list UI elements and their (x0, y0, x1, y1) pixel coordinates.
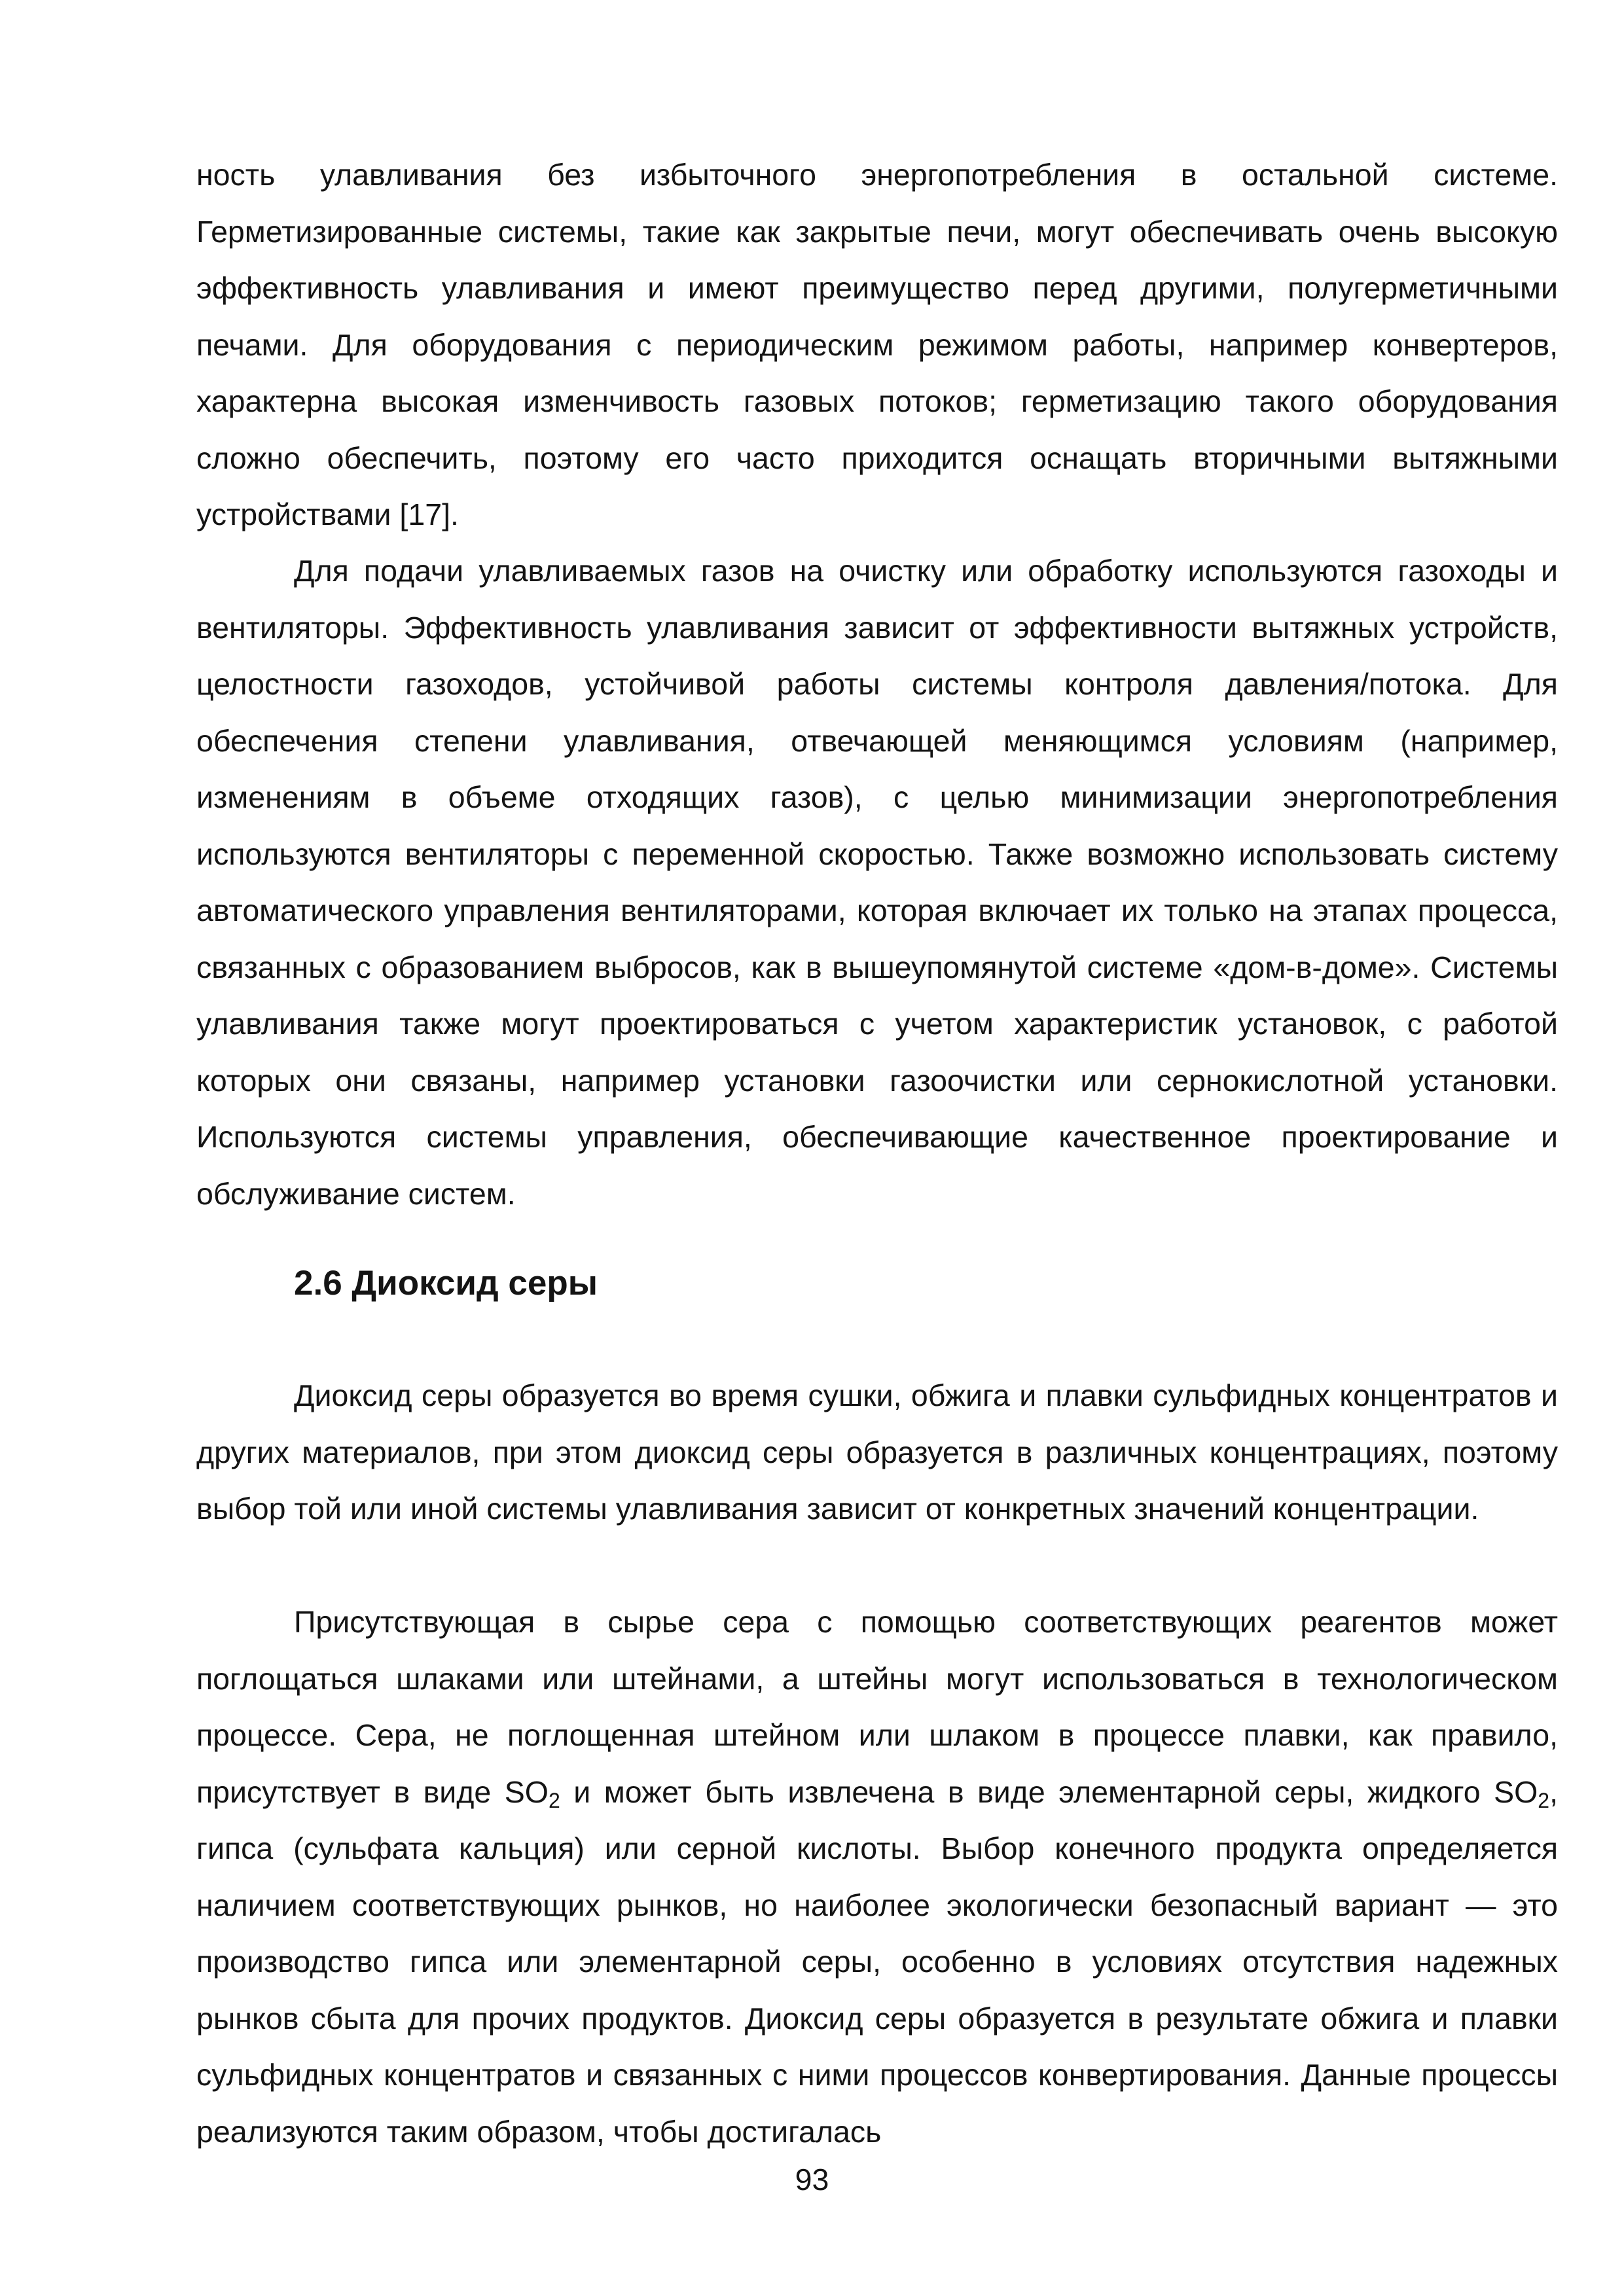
section-heading: 2.6 Диоксид серы (294, 1264, 598, 1302)
body-paragraph-continuation: ность улавливания без избыточного энергопотребления в остальной системе. Герметизированные системы, такие как закрытые печи, могут обеспечивать очень высокую эффективность улавливания и имеют преимущество перед другими, полугерметичными печами. Для оборудования с периодическим режимом работы, например конвертеров, характерна высокая изменчивость газовых потоков; герметизацию такого оборудования сложно обеспечить, поэтому его часто приходится оснащать вторичными вытяжными устройствами [17]. (196, 158, 1558, 531)
section-paragraph-intro: Диоксид серы образуется во время сушки, обжига и плавки сульфидных концентратов и других материалов, при этом диоксид серы образуется в различных концентрациях, поэтому выбор той или иной системы улавливания зависит от конкретных значений концентрации. (196, 1378, 1558, 1526)
subscript-two: 2 (548, 1788, 560, 1812)
paragraph-text-part: Присутствующая в сырье сера с помощью соответствующих реагентов может поглощаться шлаками или штейнами, а штейны могут использоваться в технологическом процессе. Сера, не поглощенная штейном или шлаком в процессе плавки, как правило, присутствует в виде SO (196, 1605, 1558, 1809)
subscript-two: 2 (1538, 1788, 1550, 1812)
page-number: 93 (795, 2162, 829, 2197)
paragraph-text-part: , гипса (сульфата кальция) или серной кислоты. Выбор конечного продукта определяется наличием соответствующих рынков, но наиболее экологически безопасный вариант — это производство гипса или элементарной серы, особенно в условиях отсутствия надежных рынков сбыта для прочих продуктов. Диоксид серы образуется в результате обжига и плавки сульфидных концентратов и связанных с ними процессов конвертирования. Данные процессы реализуются таким образом, чтобы достигалась (196, 1774, 1558, 2149)
paragraph-text-part: и может быть извлечена в виде элементарной серы, жидкого SO (560, 1774, 1538, 1809)
section-paragraph-sulfur (196, 1594, 1558, 2160)
body-paragraph: Для подачи улавливаемых газов на очистку или обработку используются газоходы и вентиляторы. Эффективность улавливания зависит от эффективности вытяжных устройств, целостности газоходов, устойчивой работы системы контроля давления/потока. Для обеспечения степени улавливания, отвечающей меняющимся условиям (например, изменениям в объеме отходящих газов), с целью минимизации энергопотребления используются вентиляторы с переменной скоростью. Также возможно использовать систему автоматического управления вентиляторами, которая включает их только на этапах процесса, связанных с образованием выбросов, как в вышеупомянутой системе «дом-в-доме». Системы улавливания также могут проектироваться с учетом характеристик установок, с работой которых они связаны, например установки газоочистки или сернокислотной установки. Используются системы управления, обеспечивающие качественное проектирование и обслуживание систем. (196, 554, 1558, 1211)
